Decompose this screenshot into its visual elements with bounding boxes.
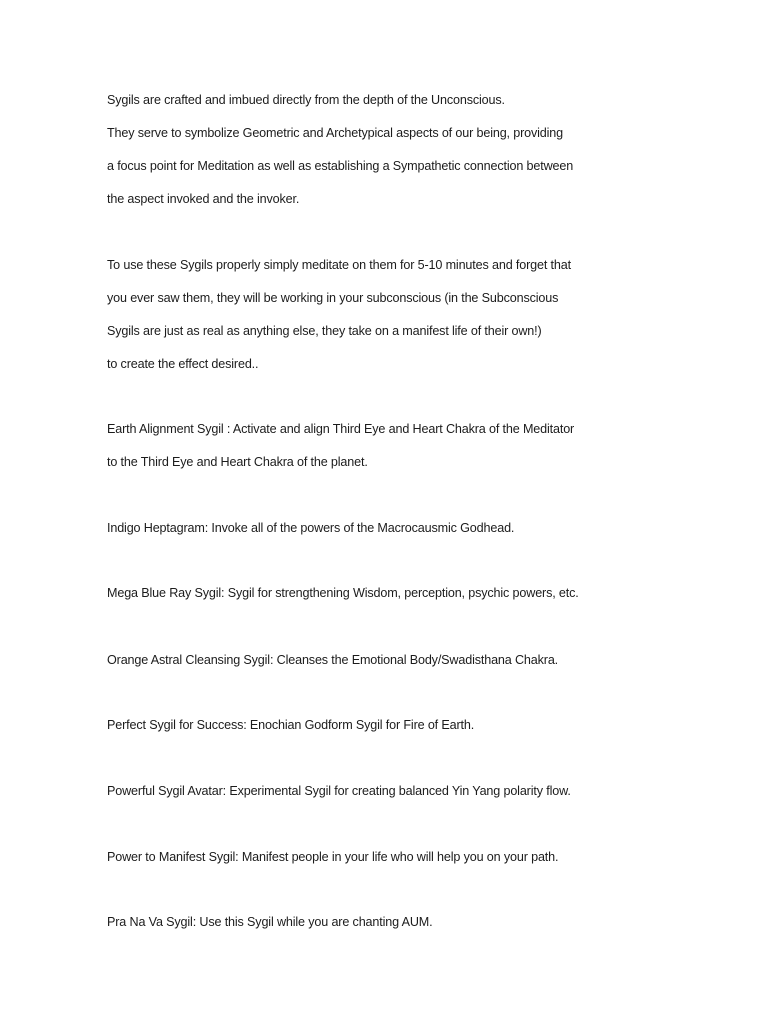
sygil-orange-astral-cleansing: Orange Astral Cleansing Sygil: Cleanses the Emotional Body/Swadisthana Chakra. — [107, 653, 559, 667]
usage-line-1: To use these Sygils properly simply meditate on them for 5-10 minutes and forget that — [107, 258, 571, 272]
intro-line-4: the aspect invoked and the invoker. — [107, 192, 300, 206]
intro-line-1: Sygils are crafted and imbued directly from the depth of the Unconscious. — [107, 93, 505, 107]
sygil-powerful-avatar: Powerful Sygil Avatar: Experimental Sygil for creating balanced Yin Yang polarity flow. — [107, 784, 571, 798]
usage-line-4: to create the effect desired.. — [107, 357, 259, 371]
intro-line-2: They serve to symbolize Geometric and Archetypical aspects of our being, providing — [107, 126, 563, 140]
usage-line-3: Sygils are just as real as anything else, they take on a manifest life of their own!) — [107, 324, 542, 338]
intro-line-3: a focus point for Meditation as well as establishing a Sympathetic connection between — [107, 159, 574, 173]
sygil-earth-alignment-line-1: Earth Alignment Sygil : Activate and align Third Eye and Heart Chakra of the Meditator — [107, 422, 575, 436]
sygil-power-to-manifest: Power to Manifest Sygil: Manifest people in your life who will help you on your path. — [107, 850, 559, 864]
sygil-mega-blue-ray: Mega Blue Ray Sygil: Sygil for strengthening Wisdom, perception, psychic powers, etc. — [107, 586, 579, 600]
sygil-pra-na-va: Pra Na Va Sygil: Use this Sygil while you are chanting AUM. — [107, 915, 433, 929]
usage-line-2: you ever saw them, they will be working in your subconscious (in the Subconscious — [107, 291, 559, 305]
sygil-earth-alignment-line-2: to the Third Eye and Heart Chakra of the planet. — [107, 455, 368, 469]
sygil-perfect-success: Perfect Sygil for Success: Enochian Godform Sygil for Fire of Earth. — [107, 718, 475, 732]
sygil-indigo-heptagram: Indigo Heptagram: Invoke all of the powers of the Macrocausmic Godhead. — [107, 521, 515, 535]
